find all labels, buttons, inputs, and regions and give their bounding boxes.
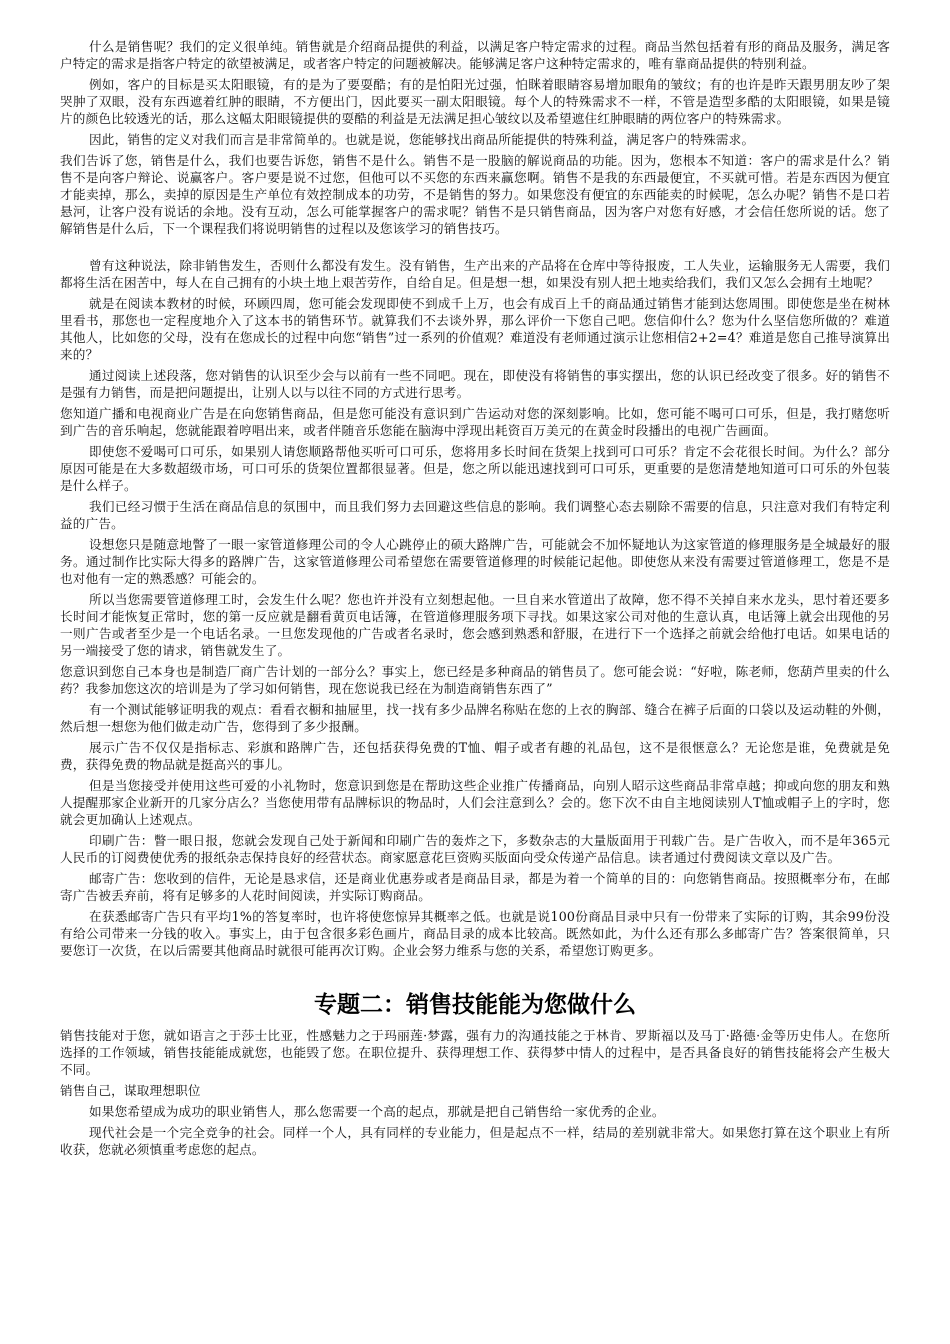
section-sales-skills xyxy=(60,1027,890,1158)
paragraph: 例如，客户的目标是买太阳眼镜，有的是为了要耍酷；有的是怕阳光过强，怕眯着眼睛容易增加眼角的皱纹；有的也许是昨天跟男朋友吵了架哭肿了双眼，没有东西遮着红肿的眼睛，不方便出门，因此要买一副太阳眼镜。每个人的特殊需求不一样，不管是造型多酷的太阳眼镜，如果是镜片的颜色比较透光的话，那么这幅太阳眼镜提供的耍酷的利益是无法满足担心皱纹以及希望遮住红肿眼睛的两位客户的特殊需求。 xyxy=(60,77,890,126)
paragraph: 我们已经习惯于生活在商品信息的氛围中，而且我们努力去回避这些信息的影响。我们调整心态去剔除不需要的信息，只注意对我们有特定利益的广告。 xyxy=(60,499,890,531)
paragraph: 您知道广播和电视商业广告是在向您销售商品，但是您可能没有意识到广告运动对您的深刻影响。比如，您可能不喝可口可乐，但是，我打赌您听到广告的音乐响起，您就能跟着哼唱出来，或者伴随音乐您能在脑海中浮现出耗资百万美元的在黄金时段播出的电视广告画面。 xyxy=(60,406,890,438)
paragraph: 现代社会是一个完全竞争的社会。同样一个人，具有同样的专业能力，但是起点不一样，结局的差别就非常大。如果您打算在这个职业上有所收获，您就必须慎重考虑您的起点。 xyxy=(60,1125,890,1157)
paragraph: 在获悉邮寄广告只有平均1%的答复率时，也许将使您惊异其概率之低。也就是说100份商品目录中只有一份带来了实际的订购，其余99份没有给公司带来一分钱的收入。事实上，由于包含很多彩色画片，商品目录的成本比较高。既然如此，为什么还有那么多邮寄广告？答案很简单，只要您订一次货，在以后需要其他商品时就很可能再次订购。企业会努力维系与您的关系，希望您订购更多。 xyxy=(60,909,890,958)
paragraph: 因此，销售的定义对我们而言是非常简单的。也就是说，您能够找出商品所能提供的特殊利益，满足客户的特殊需求。 xyxy=(89,132,755,147)
paragraph: 有一个测试能够证明我的观点：看看衣橱和抽屉里，找一找有多少品牌名称贴在您的上衣的胸部、缝合在裤子后面的口袋以及运动鞋的外侧，然后想一想您为他们做走动广告，您得到了多少报酬。 xyxy=(60,702,890,734)
subheading: 销售自己，谋取理想职位 xyxy=(60,1083,201,1098)
paragraph: 印刷广告：瞥一眼日报，您就会发现自己处于新闻和印刷广告的轰炸之下，多数杂志的大量版面用于刊载广告。是广告收入，而不是年365元人民币的订阅费使优秀的报纸杂志保持良好的经营状态。商家愿意花巨资购买版面向受众传递产品信息。读者通过付费阅读文章以及广告。 xyxy=(60,833,890,865)
paragraph: 什么是销售呢？我们的定义很单纯。销售就是介绍商品提供的利益，以满足客户特定需求的过程。商品当然包括着有形的商品及服务，满足客户特定的需求是指客户特定的欲望被满足，或者客户特定的问题被解决。能够满足客户这种特定需求的，唯有靠商品提供的特别利益。 xyxy=(60,39,890,71)
document-page xyxy=(60,38,890,1162)
paragraph: 通过阅读上述段落，您对销售的认识至少会与以前有一些不同吧。现在，即使没有将销售的事实摆出，您的认识已经改变了很多。好的销售不是强有力销售，而是把问题提出，让别人以与以往不同的方式进行思考。 xyxy=(60,368,890,400)
section-spacer xyxy=(60,241,890,257)
paragraph: 销售技能对于您，就如语言之于莎士比亚，性感魅力之于玛丽莲·梦露，强有力的沟通技能之于林肯、罗斯福以及马丁·路德·金等历史伟人。在您所选择的工作领域，销售技能能成就您，也能毁了您。在职位提升、获得理想工作、获得梦中情人的过程中，是否具备良好的销售技能将会产生极大不同。 xyxy=(60,1028,890,1077)
paragraph: 邮寄广告：您收到的信件，无论是恳求信，还是商业优惠券或者是商品目录，都是为着一个简单的目的：向您销售商品。按照概率分布，在邮寄广告被丢弃前，将有足够多的人花时间阅读，并实际订购商品。 xyxy=(60,871,890,903)
section-heading: 专题二：销售技能能为您做什么 xyxy=(314,992,636,1018)
paragraph: 如果您希望成为成功的职业销售人，那么您需要一个高的起点，那就是把自己销售给一家优秀的企业。 xyxy=(89,1104,665,1119)
paragraph: 您意识到您自己本身也是制造厂商广告计划的一部分么？事实上，您已经是多种商品的销售员了。您可能会说：“好啦，陈老师，您葫芦里卖的什么药？我参加您这次的培训是为了学习如何销售，现在您说我已经在为制造商销售东西了” xyxy=(60,664,890,696)
paragraph: 就是在阅读本教材的时候，环顾四周，您可能会发现即使不到成千上万，也会有成百上千的商品通过销售才能到达您周围。即使您是坐在树林里看书，那您也一定程度地介入了这本书的销售环节。就算我们不去谈外界，那么评价一下您自己吧。您信仰什么？您为什么坚信您所做的？难道其他人，比如您的父母，没有在您成长的过程中向您“销售”过一系列的价值观？难道没有老师通过演示让您相信2+2=4？难道是您自己推导演算出来的？ xyxy=(60,296,890,362)
paragraph: 我们告诉了您，销售是什么，我们也要告诉您，销售不是什么。销售不是一股脑的解说商品的功能。因为，您根本不知道：客户的需求是什么？销售不是向客户辩论、说赢客户。客户要是说不过您，但他可以不买您的东西来赢您啊。销售不是我的东西最便宜，不买就可惜。若是东西因为便宜才能卖掉，那么，卖掉的原因是生产单位有效控制成本的功劳，不是销售的努力。如果您没有便宜的东西能卖的时候呢，怎么办呢？销售不是口若悬河，让客户没有说话的余地。没有互动，怎么可能掌握客户的需求呢？销售不是只销售商品，因为客户对您有好感，才会信任您所说的话。您了解销售是什么后，下一个课程我们将说明销售的过程以及您该学习的销售技巧。 xyxy=(60,153,890,236)
section-spacer xyxy=(60,963,890,989)
paragraph: 所以当您需要管道修理工时，会发生什么呢？您也许并没有立刻想起他。一旦自来水管道出了故障，您不得不关掉自来水龙头，思忖着还要多长时间才能恢复正常时，您的第一反应就是翻看黄页电话簿，在管道修理服务项下寻找。如果这家公司对他的生意认真，电话簿上就会出现他的另一则广告或者至少是一个电话名录。一旦您发现他的广告或者名录时，您会感到熟悉和舒服，在进行下一个选择之前就会给他打电话。如果电话的另一端接受了您的请求，销售就发生了。 xyxy=(60,592,890,658)
paragraph: 即使您不爱喝可口可乐，如果别人请您顺路帮他买听可口可乐，您将用多长时间在货架上找到可口可乐？肯定不会花很长时间。为什么？部分原因可能是在大多数超级市场，可口可乐的货架位置都很显著。但是，您之所以能迅速找到可口可乐，更重要的是您清楚地知道可口可乐的外包装是什么样子。 xyxy=(60,444,890,493)
section-definition xyxy=(60,38,890,237)
paragraph: 但是当您接受并使用这些可爱的小礼物时，您意识到您是在帮助这些企业推广传播商品，向别人昭示这些商品非常卓越；抑或向您的朋友和熟人提醒那家企业新开的几家分店么？当您使用带有品牌标识的物品时，人们会注意到么？会的。您下次不由自主地阅读别人T恤或帽子上的字时，您就会更加确认上述观点。 xyxy=(60,778,890,827)
paragraph: 展示广告不仅仅是指标志、彩旗和路牌广告，还包括获得免费的T恤、帽子或者有趣的礼品包，这不是很惬意么？无论您是谁，免费就是免费，获得免费的物品就是挺高兴的事儿。 xyxy=(60,740,890,772)
section-advertising xyxy=(60,257,890,959)
paragraph: 曾有这种说法，除非销售发生，否则什么都没有发生。没有销售，生产出来的产品将在仓库中等待报废，工人失业，运输服务无人需要，我们都将生活在困苦中，每人在自己拥有的小块土地上艰苦劳作，自给自足。但是想一想，如果没有别人把土地卖给我们，我们又怎么会拥有土地呢？ xyxy=(60,258,890,290)
paragraph: 设想您只是随意地瞥了一眼一家管道修理公司的令人心跳停止的硕大路牌广告，可能就会不加怀疑地认为这家管道的修理服务是全城最好的服务。通过制作比实际大得多的路牌广告，这家管道修理公司希望您在需要管道修理的时候能记起他。即使您从来没有需要过管道修理工，您是不是也对他有一定的熟悉感？可能会的。 xyxy=(60,537,890,586)
